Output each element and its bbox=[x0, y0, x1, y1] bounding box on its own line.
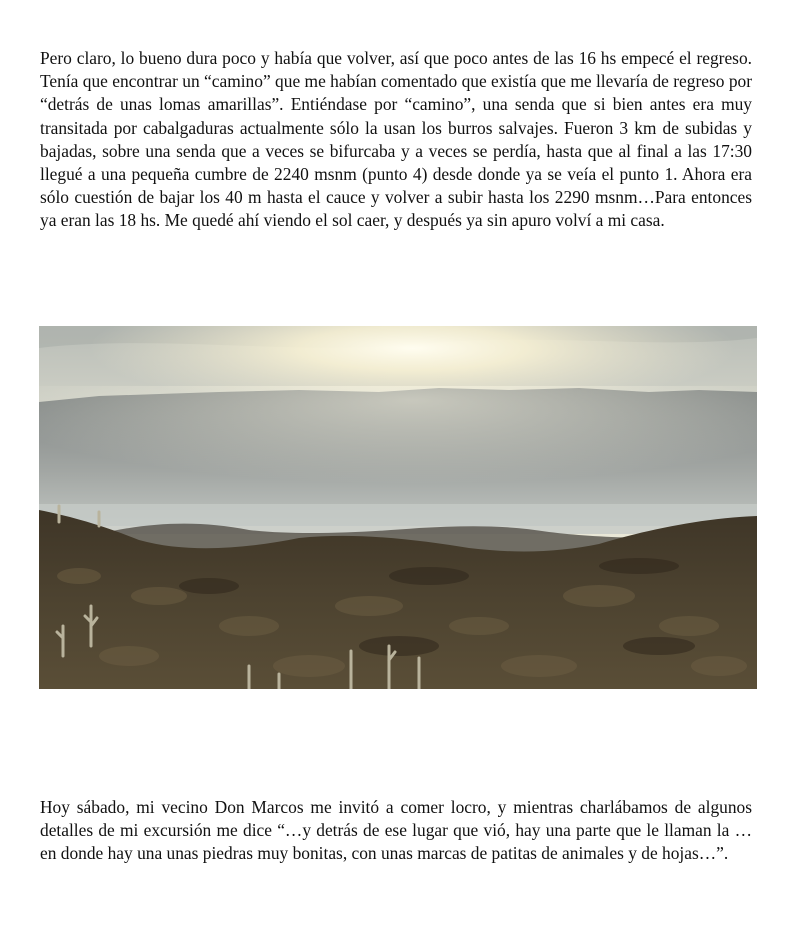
paragraph-locro-conversation: Hoy sábado, mi vecino Don Marcos me invitó a comer locro, y mientras charlábamos de algunos detalles de mi excursión me dice “…y detrás de ese lugar que vió, hay una parte que le llaman la … en donde hay una unas piedras muy bonitas, con unas marcas de patitas de animales y de hojas…”. bbox=[40, 797, 752, 864]
paragraph-return-trip: Pero claro, lo bueno dura poco y había que volver, así que poco antes de las 16 hs empecé el regreso. Tenía que encontrar un “camino” que me habían comentado que existía que me llevaría de regreso por “detrás de unas lomas amarillas”. Entiéndase por “camino”, una senda que si bien antes era muy transitada por cabalgaduras actualmente sólo la usan los burros salvajes. Fueron 3 km de subidas y bajadas, sobre una senda que a veces se bifurcaba y a veces se perdía, hasta que al final a las 17:30 llegué a una pequeña cumbre de 2240 msnm (punto 4) desde donde ya se veía el punto 1. Ahora era sólo cuestión de bajar los 40 m hasta el cauce y volver a subir hasta los 2290 msnm…Para entonces ya eran las 18 hs. Me quedé ahí viendo el sol caer, y después ya sin apuro volví a mi casa. bbox=[40, 48, 752, 231]
landscape-illustration bbox=[39, 326, 757, 689]
sunset-landscape-photo bbox=[39, 326, 757, 689]
